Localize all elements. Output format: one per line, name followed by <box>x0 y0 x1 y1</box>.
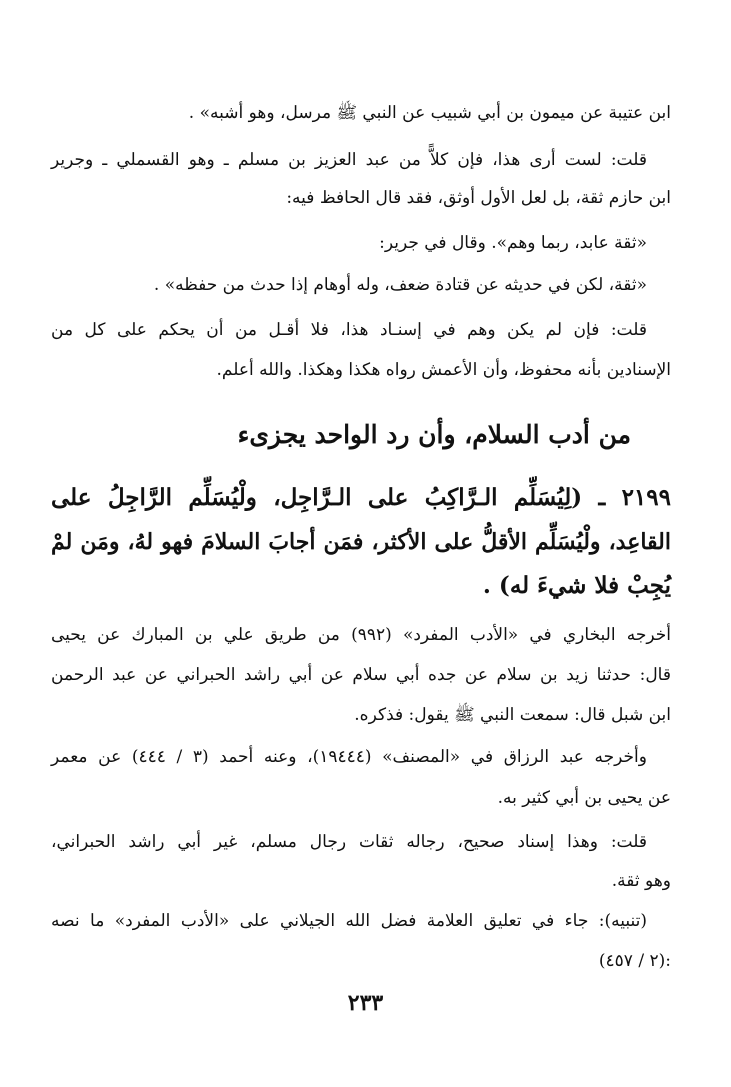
takhrij-4-line-1: (تنبيه): جاء في تعليق العلامة فضل الله الجيلاني على «الأدب المفرد» ما نصه <box>51 911 647 931</box>
takhrij-3-line-2: وهو ثقة. <box>611 871 671 891</box>
takhrij-2-line-2: عن يحيى بن أبي كثير به. <box>497 788 671 808</box>
takhrij-1-line-2: قال: حدثنا زيد بن سلام عن جده أبي سلام عن أبي راشد الحبراني عن عبد الرحمن <box>51 665 671 685</box>
hadith-line-1: ٢١٩٩ ـ (لِيُسَلِّم الـرَّاكِبُ على الـرَّاجِل، ولْيُسَلِّم الرَّاجِلُ على <box>51 484 671 511</box>
hadith-line-3: يُجِبْ فلا شيءَ له) . <box>482 572 671 599</box>
paragraph-2-line-2: ابن حازم ثقة، بل لعل الأول أوثق، فقد قال الحافظ فيه: <box>286 188 671 208</box>
takhrij-3-line-1: قلت: وهذا إسناد صحيح، رجاله ثقات رجال مسلم، غير أبي راشد الحبراني، <box>51 832 647 852</box>
paragraph-3-line-1: «ثقة عابد، ربما وهم». وقال في جرير: <box>379 233 647 253</box>
takhrij-2-line-1: وأخرجه عبد الرزاق في «المصنف» (١٩٤٤٤)، وعنه أحمد (٣ / ٤٤٤) عن معمر <box>51 747 647 767</box>
page-number: ٢٣٣ <box>347 990 384 1016</box>
takhrij-1-line-3: ابن شبل قال: سمعت النبي ﷺ يقول: فذكره. <box>354 705 671 725</box>
takhrij-1-line-1: أخرجه البخاري في «الأدب المفرد» (٩٩٢) من طريق علي بن المبارك عن يحيى <box>51 625 671 645</box>
takhrij-4-line-2: (٢ / ٤٥٧): <box>598 951 671 971</box>
section-heading: من أدب السلام، وأن رد الواحد يجزىء <box>237 420 631 449</box>
paragraph-5-line-1: قلت: فإن لم يكن وهم في إسنـاد هذا، فلا أقـل من أن يحكم على كل من <box>51 320 647 340</box>
paragraph-5-line-2: الإسنادين بأنه محفوظ، وأن الأعمش رواه هكذا وهكذا. والله أعلم. <box>216 360 671 380</box>
paragraph-4-line-1: «ثقة، لكن في حديثه عن قتادة ضعف، وله أوهام إذا حدث من حفظه» . <box>153 275 647 295</box>
paragraph-1-line-1: ابن عتيبة عن ميمون بن أبي شبيب عن النبي ﷺ مرسل، وهو أشبه» . <box>188 103 671 123</box>
paragraph-2-line-1: قلت: لست أرى هذا، فإن كلاًّ من عبد العزيز بن مسلم ـ وهو القسملي ـ وجرير <box>51 150 647 170</box>
hadith-line-2: القاعِد، ولْيُسَلِّم الأقلُّ على الأكثر، فمَن أجابَ السلامَ فهو لهُ، ومَن لمْ <box>51 529 671 555</box>
